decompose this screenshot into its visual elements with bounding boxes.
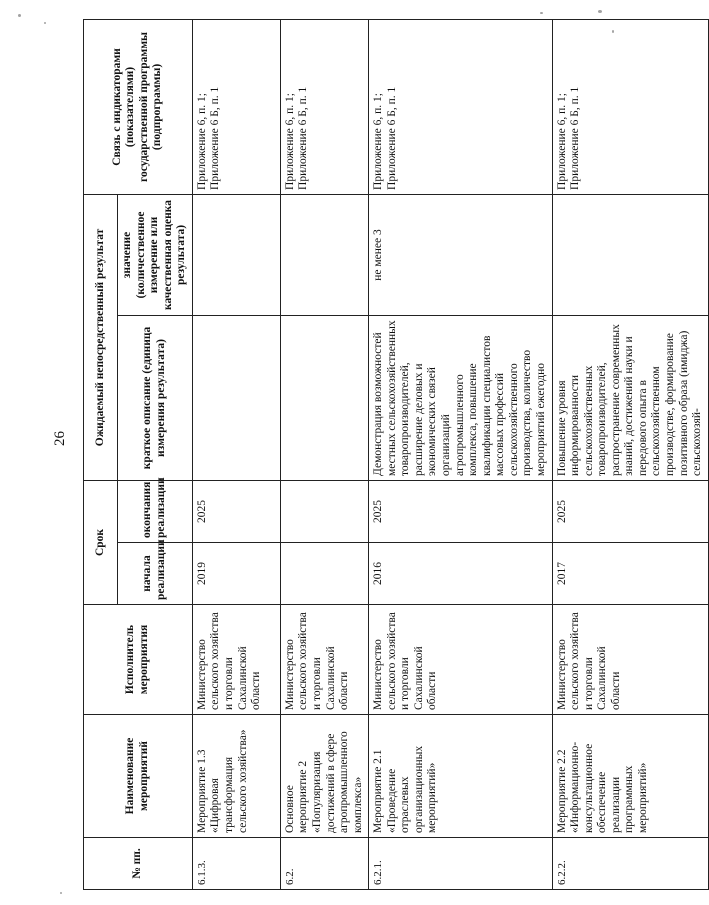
row-value bbox=[192, 194, 280, 315]
row-links bbox=[192, 19, 280, 194]
table-row bbox=[280, 19, 368, 889]
row-link: Приложение 6 Б, п. 1 bbox=[569, 86, 582, 190]
page-number: 26 bbox=[52, 431, 68, 446]
row-value: не менее 3 bbox=[369, 194, 552, 315]
row-link: Приложение 6, п. 1; bbox=[283, 93, 296, 190]
row-desc bbox=[192, 315, 280, 480]
row-name: Мероприятие 1.3 «Цифровая трансформация сельского хозяйства» bbox=[192, 715, 280, 838]
row-links bbox=[369, 19, 552, 194]
row-executor: Министерство сельского хозяйства и торговли Сахалинской области bbox=[192, 605, 280, 715]
table-row bbox=[192, 19, 280, 889]
row-start bbox=[280, 543, 368, 605]
row-end bbox=[280, 480, 368, 542]
row-link: Приложение 6, п. 1; bbox=[555, 93, 568, 190]
header-num: № пп. bbox=[84, 838, 193, 890]
header-name: Наименование мероприятий bbox=[84, 715, 193, 838]
header-result-value: значение (количественное измерение или качественная оценка результата) bbox=[118, 194, 193, 315]
scan-speck bbox=[540, 12, 543, 14]
row-link: Приложение 6 Б, п. 1 bbox=[297, 86, 310, 190]
table-row bbox=[369, 19, 552, 889]
row-link: Приложение 6 Б, п. 1 bbox=[385, 86, 398, 190]
header-result: Ожидаемый непосредственный результат bbox=[84, 194, 118, 480]
row-name: Мероприятие 2.1 «Проведение отраслевых организационных мероприятий» bbox=[369, 715, 552, 838]
row-start: 2016 bbox=[369, 543, 552, 605]
row-num: 6.2.1. bbox=[369, 838, 552, 890]
program-activities-table bbox=[83, 19, 709, 890]
row-num: 6.1.3. bbox=[192, 838, 280, 890]
row-desc bbox=[280, 315, 368, 480]
row-name: Основное мероприятие 2 «Популяризация достижений в сфере агропромышленного комплекса» bbox=[280, 715, 368, 838]
row-link: Приложение 6, п. 1; bbox=[372, 93, 385, 190]
row-executor: Министерство сельского хозяйства и торговли Сахалинской области bbox=[369, 605, 552, 715]
row-executor: Министерство сельского хозяйства и торговли Сахалинской области bbox=[552, 605, 708, 715]
row-desc: Демонстрация возможностей местных сельскохозяйственных товаропроизводителей, расширение деловых и экономических связей организаций агропромышленного комплекса, повышение квалификации специалистов массовых профессий сельскохозяйственного производства, количество мероприятий ежегодно bbox=[369, 315, 552, 480]
row-start: 2019 bbox=[192, 543, 280, 605]
header-link: Связь с индикаторами (показателями) государственной программы (подпрограммы) bbox=[84, 19, 193, 194]
header-executor: Исполнитель мероприятия bbox=[84, 605, 193, 715]
header-term: Срок bbox=[84, 480, 118, 604]
row-desc: Повышение уровня информированности сельскохозяйственных товаропроизводителей, распространение современных знаний, достижений науки и передового опыта в сельскохозяйственном производстве, формирование позитивного образа (имиджа) сельскохозяй- bbox=[552, 315, 708, 480]
row-end: 2025 bbox=[552, 480, 708, 542]
row-value bbox=[552, 194, 708, 315]
scan-speck bbox=[598, 10, 602, 13]
row-end: 2025 bbox=[369, 480, 552, 542]
row-value bbox=[280, 194, 368, 315]
header-result-desc: краткое описание (единица измерения результата) bbox=[118, 315, 193, 480]
row-link: Приложение 6 Б, п. 1 bbox=[209, 86, 222, 190]
row-links bbox=[280, 19, 368, 194]
row-links bbox=[552, 19, 708, 194]
row-link: Приложение 6, п. 1; bbox=[195, 93, 208, 190]
row-num: 6.2. bbox=[280, 838, 368, 890]
scan-speck bbox=[44, 22, 46, 24]
header-end: окончания реализации bbox=[118, 480, 193, 542]
scan-speck bbox=[60, 892, 62, 894]
row-end: 2025 bbox=[192, 480, 280, 542]
row-executor: Министерство сельского хозяйства и торговли Сахалинской области bbox=[280, 605, 368, 715]
header-start: начала реализации bbox=[118, 543, 193, 605]
row-start: 2017 bbox=[552, 543, 708, 605]
scan-speck bbox=[18, 14, 21, 17]
row-num: 6.2.2. bbox=[552, 838, 708, 890]
rotated-document bbox=[83, 20, 704, 890]
table-row bbox=[552, 19, 708, 889]
row-name: Мероприятие 2.2 «Информационно-консультационное обеспечение реализации программных мероприятий» bbox=[552, 715, 708, 838]
